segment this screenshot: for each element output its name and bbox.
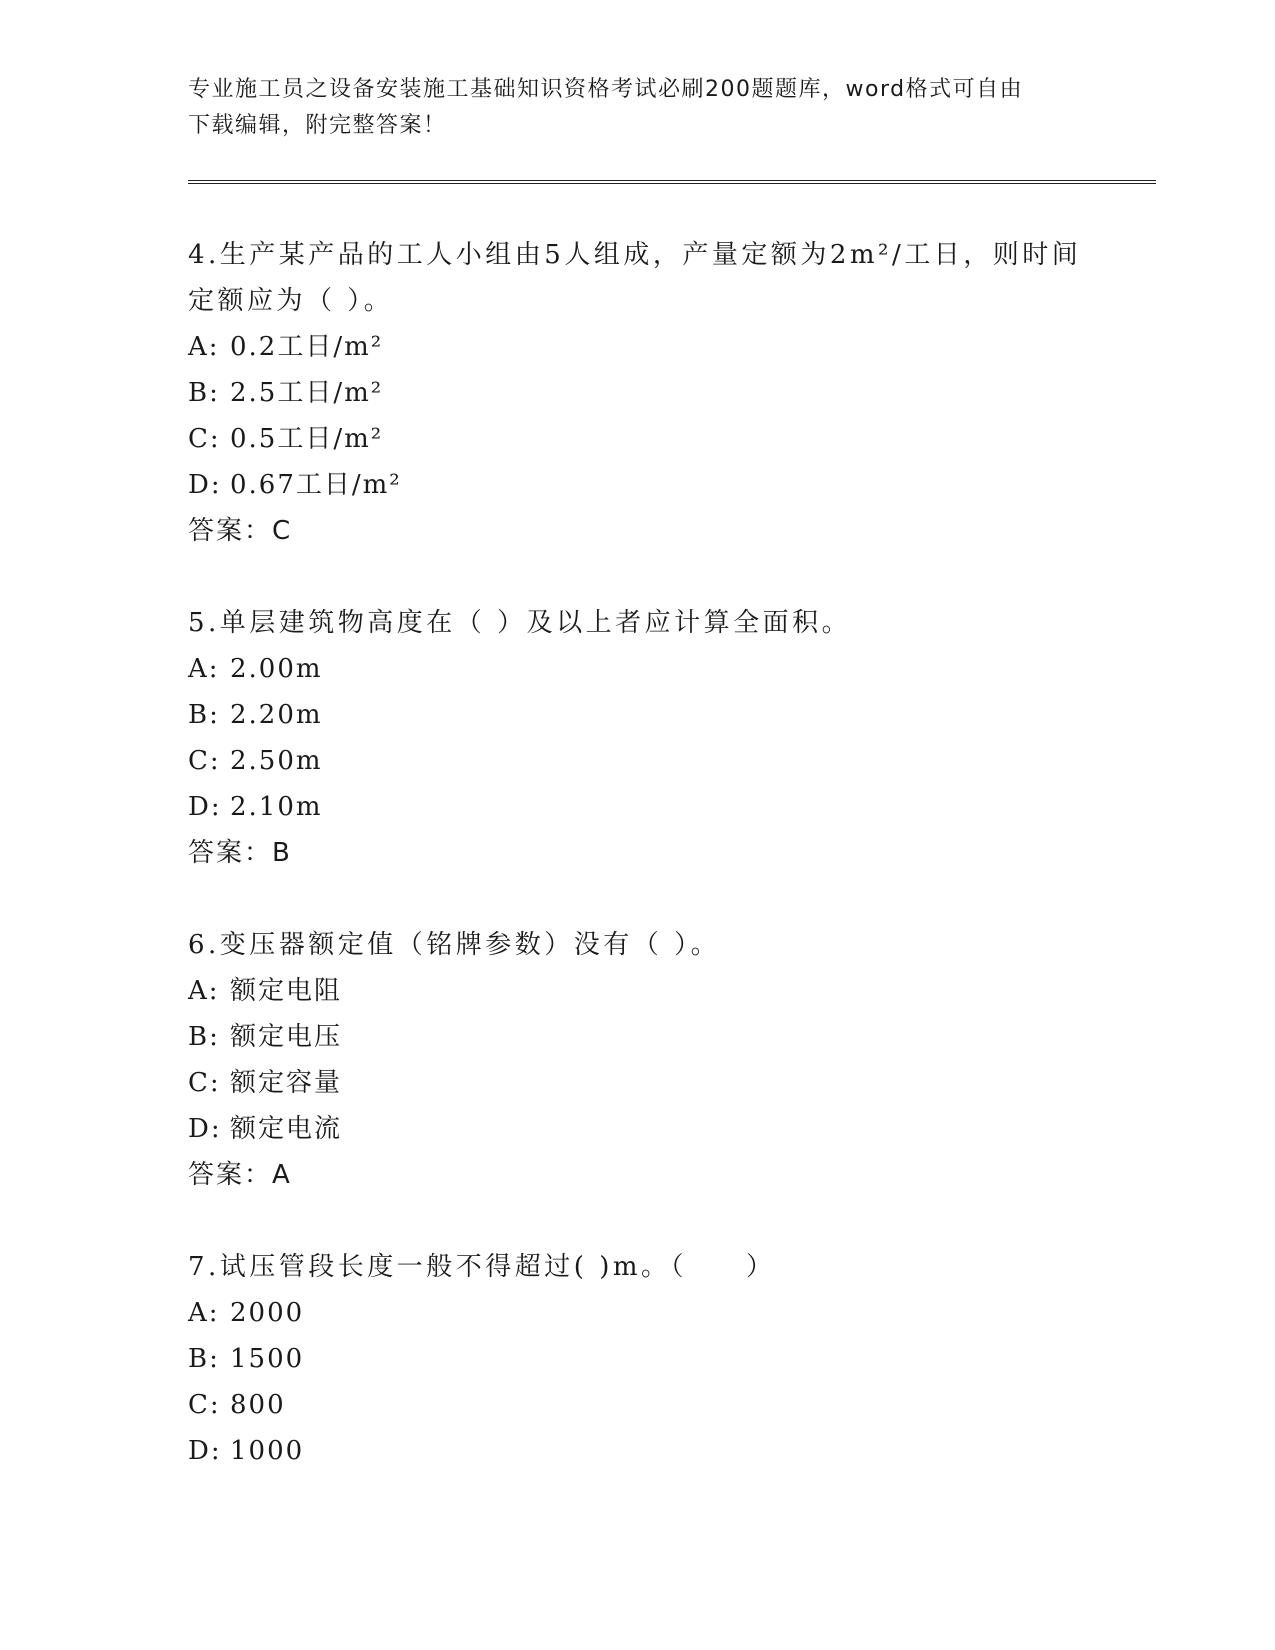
question-6-option-d (188, 1106, 1088, 1152)
option-text: 800 (230, 1390, 286, 1420)
option-text: 2.00m (230, 654, 323, 684)
option-letter: B: (188, 378, 220, 408)
question-7-option-b (188, 1336, 1088, 1382)
question-6-option-a (188, 968, 1088, 1014)
question-5-option-a (188, 646, 1088, 692)
option-text: 0.2工日/m² (230, 332, 384, 362)
option-letter: A: (188, 332, 220, 362)
question-4-text-line-2: 定额应为（ ）。 (188, 286, 394, 316)
question-6 (188, 922, 1088, 1198)
option-text: 2.10m (230, 792, 323, 822)
option-text: 2.50m (230, 746, 323, 776)
question-5 (188, 600, 1088, 876)
question-4-option-b (188, 370, 1088, 416)
question-4-option-c (188, 416, 1088, 462)
option-letter: D: (188, 1436, 222, 1466)
option-letter: C: (188, 746, 221, 776)
option-letter: C: (188, 1390, 221, 1420)
question-5-option-d (188, 784, 1088, 830)
option-letter: B: (188, 1344, 220, 1374)
question-4-option-d (188, 462, 1088, 508)
question-4 (188, 232, 1088, 554)
question-7-option-d (188, 1428, 1088, 1474)
option-text: 额定电流 (230, 1114, 343, 1144)
option-text: 2.20m (230, 700, 323, 730)
option-letter: C: (188, 424, 221, 454)
question-4-answer: 答案：C (188, 516, 293, 546)
option-text: 额定电阻 (230, 976, 343, 1006)
option-letter: D: (188, 792, 222, 822)
option-letter: A: (188, 1298, 220, 1328)
question-list (188, 232, 1088, 1520)
option-letter: B: (188, 700, 220, 730)
option-text: 0.5工日/m² (230, 424, 384, 454)
question-4-option-a (188, 324, 1088, 370)
option-text: 1500 (230, 1344, 305, 1374)
option-text: 2000 (230, 1298, 305, 1328)
option-letter: C: (188, 1068, 221, 1098)
header-divider (188, 180, 1156, 184)
header-line-2: 下载编辑，附完整答案！ (188, 113, 447, 138)
question-7-option-c (188, 1382, 1088, 1428)
question-7-text: 7.试压管段长度一般不得超过( )m。（ ） (188, 1252, 776, 1282)
option-letter: D: (188, 1114, 222, 1144)
question-6-option-c (188, 1060, 1088, 1106)
option-text: 2.5工日/m² (230, 378, 384, 408)
question-5-answer: 答案：B (188, 838, 292, 868)
option-text: 额定电压 (230, 1022, 343, 1052)
option-letter: A: (188, 654, 220, 684)
question-6-answer: 答案：A (188, 1160, 292, 1190)
option-text: 1000 (230, 1436, 305, 1466)
option-text: 0.67工日/m² (230, 470, 402, 500)
question-5-option-b (188, 692, 1088, 738)
option-letter: B: (188, 1022, 220, 1052)
question-6-option-b (188, 1014, 1088, 1060)
question-4-text-line-1: 4.生产某产品的工人小组由5人组成，产量定额为2m²/工日，则时间 (188, 240, 1082, 270)
question-5-option-c (188, 738, 1088, 784)
question-5-text: 5.单层建筑物高度在（ ）及以上者应计算全面积。 (188, 608, 852, 638)
header-line-1: 专业施工员之设备安装施工基础知识资格考试必刷200题题库，word格式可自由 (188, 77, 1024, 102)
option-letter: A: (188, 976, 220, 1006)
question-6-text: 6.变压器额定值（铭牌参数）没有（ ）。 (188, 930, 721, 960)
document-header (188, 72, 1068, 144)
option-letter: D: (188, 470, 222, 500)
question-7-option-a (188, 1290, 1088, 1336)
option-text: 额定容量 (230, 1068, 343, 1098)
question-7 (188, 1244, 1088, 1474)
